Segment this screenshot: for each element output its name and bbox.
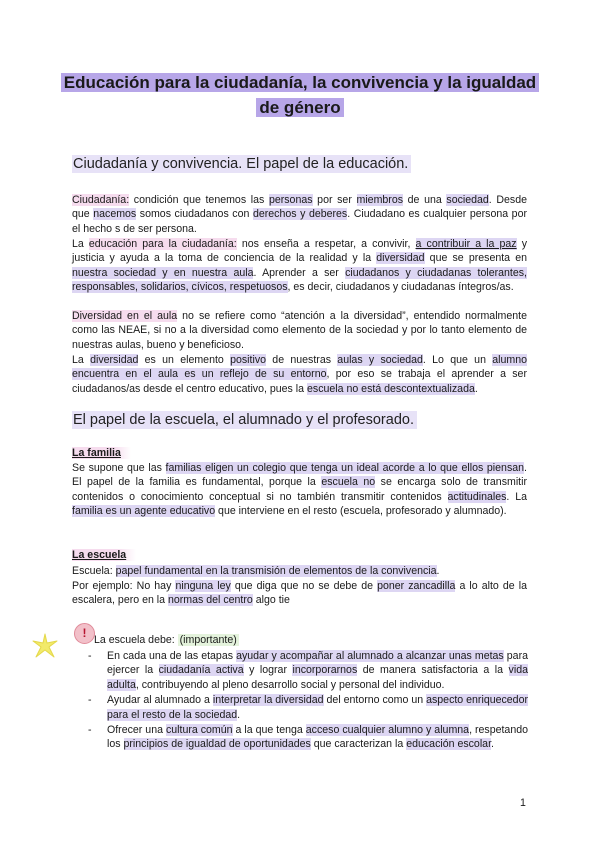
page-title: Educación para la ciudadanía, la convivencia y la igualdad de género <box>60 70 540 120</box>
section-heading-ciudadania: Ciudadanía y convivencia. El papel de la educación. <box>72 156 411 172</box>
list-item: - En cada una de las etapas ayudar y acompañar al alumnado a alcanzar unas metas para ejercer la ciudadanía activa y lograr incorporarnos de manera satisfactoria a la vida adulta, contribuyendo al pleno desarrollo social y personal del individuo. <box>88 649 528 692</box>
section-heading-escuela: El papel de la escuela, el alumnado y el profesorado. <box>72 412 417 428</box>
list-item: - Ofrecer una cultura común a la que tenga acceso cualquier alumno y alumna, respetando los principios de igualdad de oportunidades que caracterizan la educación escolar. <box>88 723 528 752</box>
subheading-familia: La familia <box>72 447 131 459</box>
escuela-debe-list <box>88 649 528 753</box>
page-number: 1 <box>520 797 526 809</box>
paragraph-ciudadania-definition: Ciudadanía: condición que tenemos las personas por ser miembros de una sociedad. Desde que nacemos somos ciudadanos con derechos y deberes. Ciudadano es cualquier persona por el hecho s de ser persona. <box>72 194 528 235</box>
exclamation-circle-icon: ! <box>74 623 95 644</box>
important-label: La escuela debe: (importante) <box>94 634 237 646</box>
paragraph-educacion-ciudadania: La educación para la ciudadanía: nos enseña a respetar, a convivir, a contribuir a la paz y justicia y ayuda a la toma de conciencia de la realidad y la diversidad que se presenta en nuestra sociedad y en nuestra aula. Aprender a ser ciudadanos y ciudadanas tolerantes, responsables, solidarios, cívicos, respetuosos, es decir, ciudadanos y ciudadanas íntegros/as. <box>72 238 528 294</box>
paragraph-diversidad-aula: Diversidad en el aula no se refiere como “atención a la diversidad”, entendido normalmente como las NEAE, si no a la diversidad como elemento de la sociedad y por lo tanto elemento de nuestras aulas, bueno y beneficioso. <box>72 310 527 351</box>
paragraph-diversidad-positiva: La diversidad es un elemento positivo de nuestras aulas y sociedad. Lo que un alumno encuentra en el aula es un reflejo de su entorno, por eso se trabaja el aprender a ser ciudadanos/as desde el centro educativo, pues la escuela no está descontextualizada. <box>72 354 527 395</box>
list-item: - Ayudar al alumnado a interpretar la diversidad del entorno como un aspecto enriquecedor para el resto de la sociedad. <box>88 693 528 722</box>
star-doodle-icon <box>30 632 60 660</box>
paragraph-escuela-papel: Escuela: papel fundamental en la transmisión de elementos de la convivencia. <box>72 565 440 577</box>
paragraph-familia: Se supone que las familias eligen un colegio que tenga un ideal acorde a lo que ellos piensan. El papel de la familia es fundamental, porque la escuela no se encarga solo de transmitir contenidos o conocimiento conceptual si no también transmitir contenidos actitudinales. La familia es un agente educativo que interviene en el resto (escuela, profesorado y alumnado). <box>72 462 527 518</box>
paragraph-escuela-ejemplo: Por ejemplo: No hay ninguna ley que diga que no se debe de poner zancadilla a lo alto de la escalera, pero en la normas del centro algo tie <box>72 580 527 607</box>
subheading-escuela: La escuela <box>72 549 136 561</box>
